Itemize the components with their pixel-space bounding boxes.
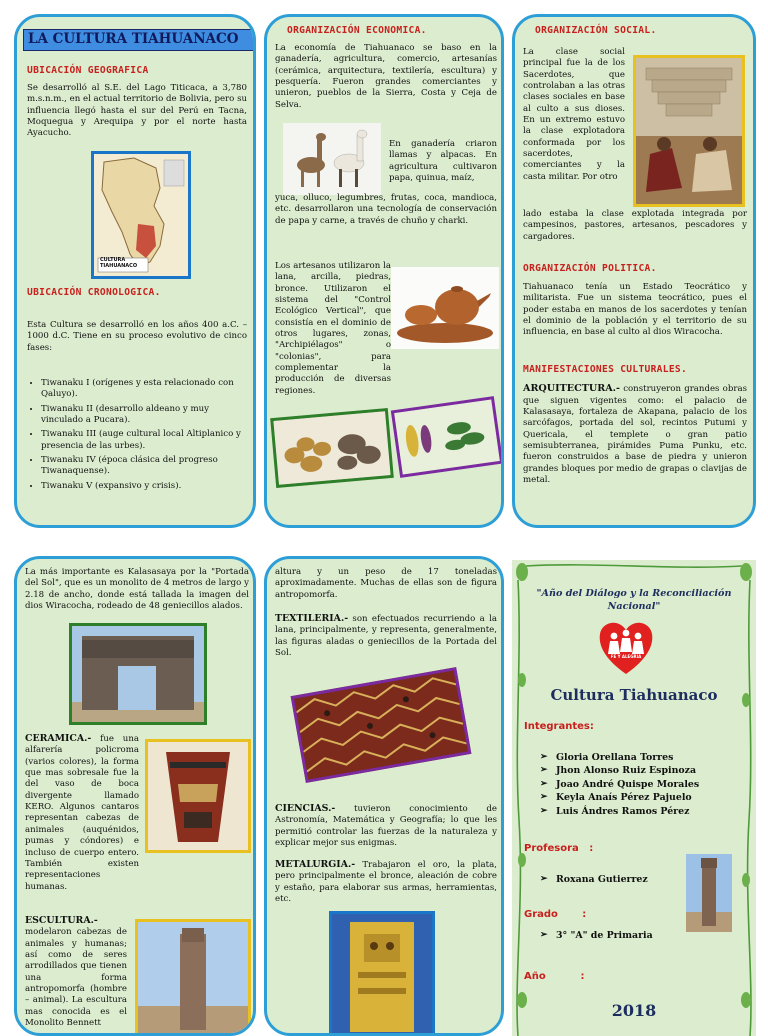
ceramica-label: CERAMICA.- bbox=[25, 733, 92, 744]
ciencias-label: CIENCIAS.- bbox=[275, 803, 336, 814]
grado-label: Grado : bbox=[524, 909, 587, 920]
textileria-text bbox=[275, 613, 497, 659]
potatoes-image bbox=[270, 408, 394, 488]
geo-heading: UBICACIÓN GEOGRAFICA bbox=[27, 65, 149, 76]
brochure-title: LA CULTURA TIAHUANACO bbox=[23, 29, 255, 51]
chron-heading: UBICACIÓN CRONOLOGICA. bbox=[27, 287, 161, 298]
cover-title: Cultura Tiahuanaco bbox=[550, 686, 718, 704]
society-illustration-image bbox=[633, 55, 745, 207]
architecture-desc: construyeron grandes obras que siguen vigentes como: el palacio de Kalasasaya, fortaleza de Akapana, palacio de los sarcófagos, portada del sol, recintos Putumi y Quericala, el templete o gran patio semisubterranea, pirámides Puma Punku, etc. fueron construidos a base de piedra y unieron grandes bloques por medio de grapas o clavijas de metal. bbox=[523, 384, 747, 486]
monolith-image bbox=[135, 919, 251, 1036]
phase-item: • Tiwanaku II (desarrollo aldeano y muy vinculado a Pucara). bbox=[41, 404, 249, 427]
llamas-image bbox=[283, 123, 381, 195]
year-motto: "Año del Diálogo y la Reconciliación Nacional" bbox=[536, 588, 732, 612]
logo-text: FE Y ALEGRIA bbox=[610, 654, 642, 659]
member-name: ➢ Jhon Alonso Ruiz Espinoza bbox=[540, 765, 740, 777]
panel-cover bbox=[512, 560, 756, 1036]
ciencias-text bbox=[275, 803, 497, 849]
phase-item: • Tiwanaku IV (época clásica del progreso Tiwanaquense). bbox=[41, 455, 249, 478]
fe-y-alegria-logo bbox=[596, 616, 656, 678]
peru-map-image bbox=[91, 151, 191, 279]
artesanos-side-text: Los artesanos utilizaron la lana, arcilla, piedras, bronce. Utilizaron el sistema del "Control Ecológico Vertical", que consistía en el dominio de otros lugares, zonas, "Archipiélagos" o "colonias", para complementar la producción de diversas regiones. bbox=[275, 261, 391, 396]
panel-social bbox=[512, 14, 756, 528]
ceramic-teapot-image bbox=[391, 267, 499, 349]
gate-of-sun-image bbox=[69, 623, 207, 725]
escultura-text bbox=[25, 915, 127, 1030]
ganaderia-text: yuca, olluco, legumbres, frutas, coca, mandioca, etc. desarrollaron una tecnología de conservación de papa y carne, a través de chuño y charki. bbox=[275, 193, 497, 226]
economic-intro: La economía de Tiahuanaco se baso en la ganadería, agricultura, comercio, artesanías (cerámica, arquitectura, textilería, escultura) y pesquería. Fueron grandes comerciantes y unieron, pueblos de la Sierra, Costa y Ceja de Selva. bbox=[275, 43, 497, 110]
sculpture-continued-text: altura y un peso de 17 toneladas aproximadamente. Muchas de ellas son de figura antropomorfa. bbox=[275, 567, 497, 600]
textileria-desc: son efectuados recurriendo a la lana, principalmente, y representa, generalmente, las figuras aladas o geniecillos de la Portada del Sol. bbox=[275, 614, 497, 659]
metalurgia-label: METALURGIA.- bbox=[275, 859, 356, 870]
architecture-text bbox=[523, 383, 747, 486]
ceramica-text bbox=[25, 733, 139, 893]
architecture-label: ARQUITECTURA.- bbox=[523, 383, 620, 394]
political-text: Tiahuanaco tenía un Estado Teocrático y militarista. Fue un sistema teocrático, pues el poder estaba en manos de los sacerdotes y tenían el dominio de la población y el territorio de su influencia, en base al culto al dios Wiracocha. bbox=[523, 282, 747, 338]
panel-ubicacion bbox=[14, 14, 256, 528]
crops-image bbox=[391, 396, 503, 478]
profesora-name: ➢ Roxana Gutierrez bbox=[540, 874, 690, 886]
member-name: ➢ Keyla Anaís Pérez Pajuelo bbox=[540, 792, 740, 804]
social-heading: ORGANIZACIÓN SOCIAL. bbox=[535, 25, 657, 36]
social-text: lado estaba la clase explotada integrada por campesinos, pastores, artesanos, pescadores y cargadores. bbox=[523, 209, 747, 242]
integrantes-label: Integrantes: bbox=[524, 721, 594, 732]
panel-economica bbox=[264, 14, 504, 528]
member-name: ➢ Joao André Quispe Morales bbox=[540, 779, 740, 791]
member-name: ➢ Gloria Orellana Torres bbox=[540, 752, 740, 764]
grado-field bbox=[540, 930, 720, 943]
chron-text: Esta Cultura se desarrolló en los años 400 a.C. – 1000 d.C. Tiene en su proceso evolutivo de cinco fases: bbox=[27, 320, 247, 353]
metalurgia-text bbox=[275, 859, 497, 905]
anio-value: 2018 bbox=[611, 1001, 657, 1020]
integrantes-list bbox=[540, 752, 740, 819]
escultura-label: ESCULTURA.- bbox=[25, 915, 98, 926]
textileria-label: TEXTILERIA.- bbox=[275, 613, 349, 624]
phases-list bbox=[23, 378, 249, 495]
panel-ciencias bbox=[264, 556, 504, 1036]
ganaderia-side-text: En ganadería criaron llamas y alpacas. En agricultura cultivaron papa, quinua, maíz, bbox=[389, 139, 497, 184]
ceramica-desc: fue una alfarería policroma (varios colores), la forma que mas sobresale fue la del vaso de boca divergente llamado KERO. Algunos cantaros representan cabezas de animales (auquénidos, pumas y cóndores) e incluso de cuerpo entero. También existen representaciones humanas. bbox=[25, 734, 139, 892]
social-side-text: La clase social principal fue la de los Sacerdotes, que controlaban a las otras clases sociales en base al culto a sus dioses. En un extremo estuvo la clase explotadora conformada por los sacerdotes, comerciantes y la casta militar. Por otro bbox=[523, 47, 625, 182]
metalurgia-desc: Trabajaron el oro, la plata, pero principalmente el bronce, aleación de cobre y estaño, para elaborar sus armas, herramientas, etc. bbox=[275, 860, 497, 905]
phase-item: • Tiwanaku III (auge cultural local Altiplanico y presencia de las urbes). bbox=[41, 429, 249, 452]
phase-item: • Tiwanaku I (orígenes y esta relacionado con Qaluyo). bbox=[41, 378, 249, 401]
phase-item: • Tiwanaku V (expansivo y crisis). bbox=[41, 481, 249, 492]
escultura-desc: modelaron cabezas de animales y humanas; así como de seres arrodillados que tienen una forma antropomorfa (hombre – animal). La escultura mas conocida es el Monolito Bennett bbox=[25, 927, 127, 1029]
gold-figure-image bbox=[329, 911, 435, 1036]
panel-arte bbox=[14, 556, 256, 1036]
ciencias-desc: tuvieron conocimiento de Astronomía, Matemática y Geografía; lo que les permitió controlar las fuerzas de la naturaleza y explicar mejor sus enigmas. bbox=[275, 804, 497, 849]
political-heading: ORGANIZACIÓN POLITICA. bbox=[523, 263, 657, 274]
anio-label: Año : bbox=[524, 971, 585, 982]
monolith-thumbnail-image bbox=[686, 854, 732, 932]
member-name: ➢ Luis Ándres Ramos Pérez bbox=[540, 806, 740, 818]
grado-value: ➢ 3° "A" de Primaria bbox=[540, 930, 720, 942]
kero-vessel-image bbox=[145, 739, 251, 853]
profesora-label: Profesora : bbox=[524, 843, 594, 854]
cultural-heading: MANIFESTACIONES CULTURALES. bbox=[523, 364, 688, 375]
geo-text: Se desarrolló al S.E. del Lago Titicaca, a 3,780 m.s.n.m., en el actual territorio de Bolivia, pero su influencia llegó hasta el sur del Perú en Tacna, Moquegua y Arequipa y por el norte hasta Ayacucho. bbox=[27, 83, 248, 139]
economic-heading: ORGANIZACIÓN ECONOMICA. bbox=[287, 25, 427, 36]
kalasasaya-text: La más importante es Kalasasaya por la "Portada del Sol", que es un monolito de 4 metros de largo y 2.18 de ancho, donde está tallada la imagen del dios Wiracocha, rodeado de 48 geniecillos alados. bbox=[25, 567, 249, 612]
profesora-field bbox=[540, 874, 690, 887]
map-label: CULTURA TIAHUANACO bbox=[100, 257, 138, 269]
textile-image bbox=[291, 667, 472, 783]
